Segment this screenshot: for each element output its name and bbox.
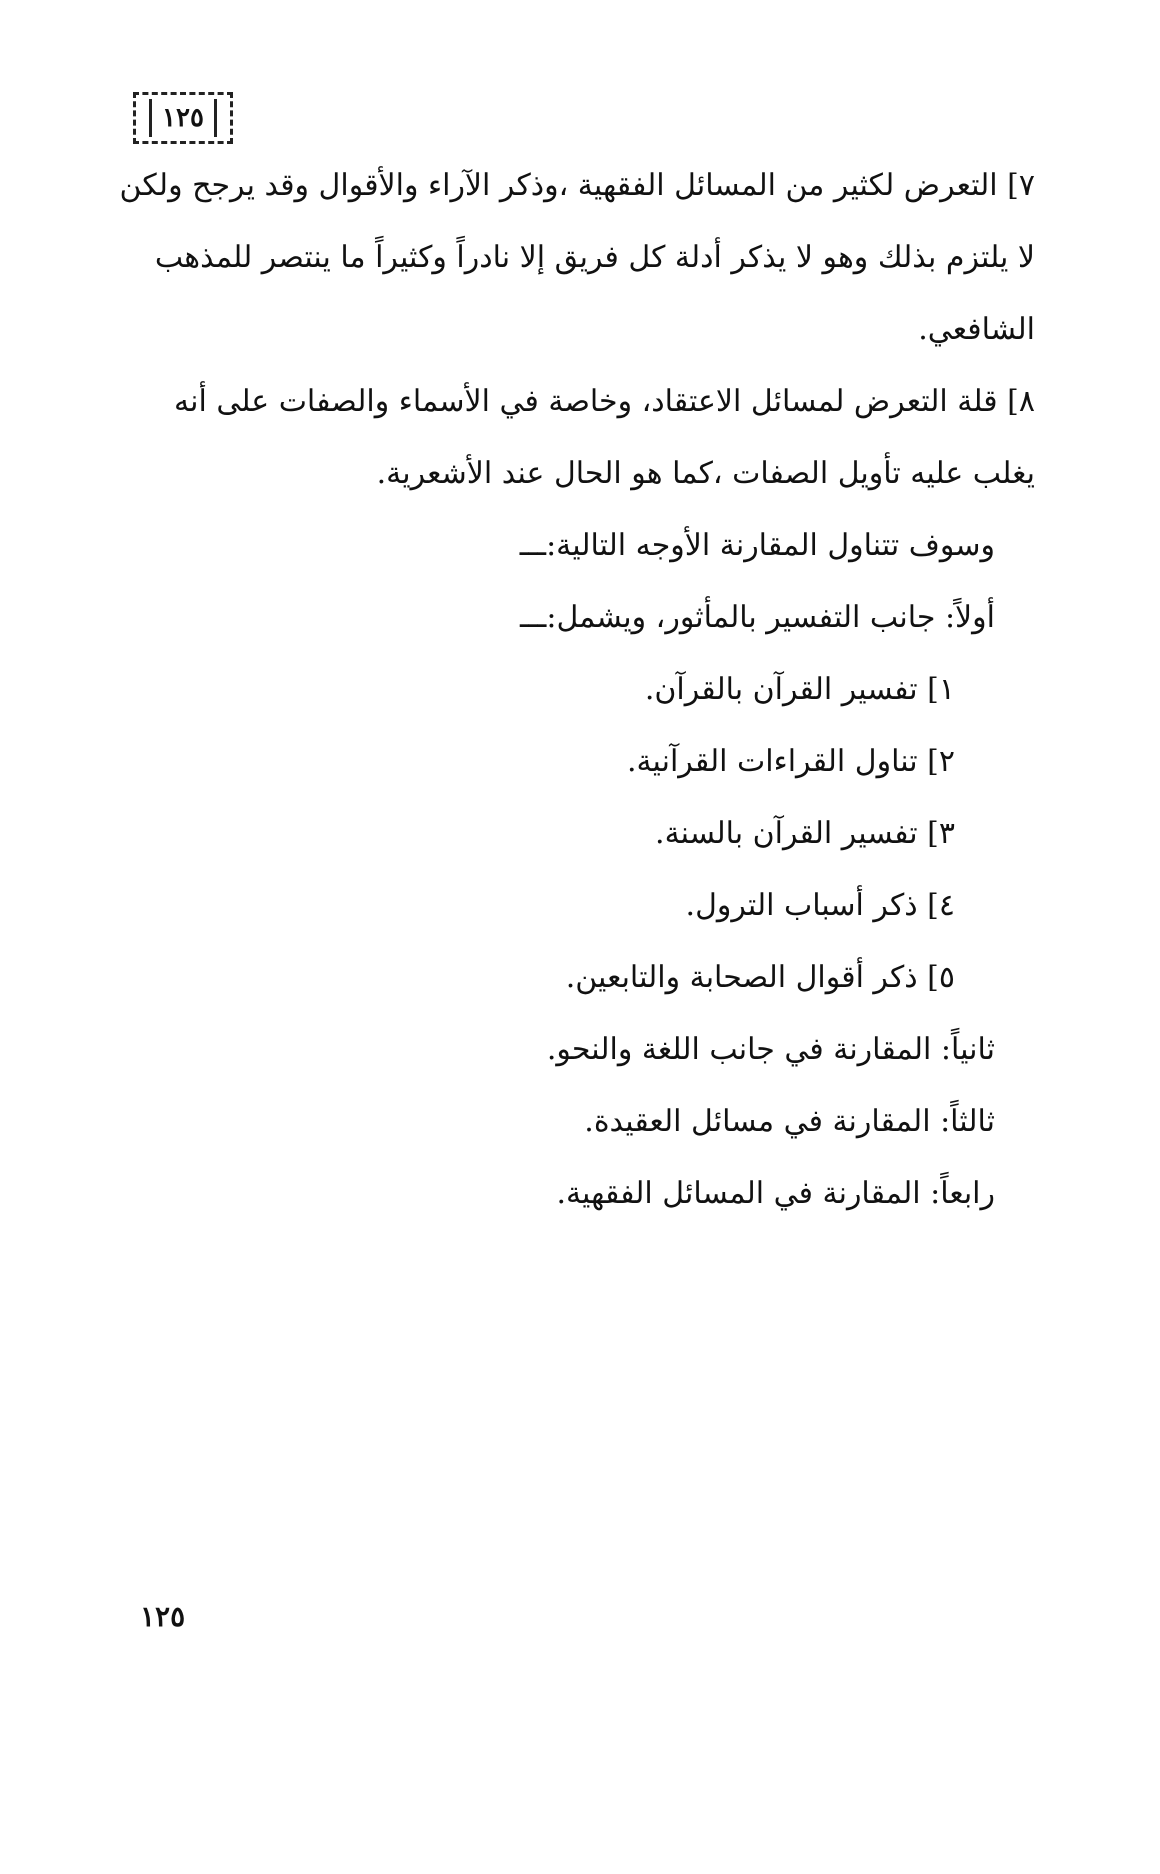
page-number-badge [133,92,233,144]
section-first-heading: أولاً: جانب التفسير بالمأثور، ويشمل:ـــ [519,600,995,635]
paragraph-8: ٨] قلة التعرض لمسائل الاعتقاد، وخاصة في الأسماء والصفات على أنه يغلب عليه تأويل الصفات ،كما هو الحال عند الأشعرية. [174,384,1035,491]
section-second-heading: ثانياً: المقارنة في جانب اللغة والنحو. [546,1032,995,1067]
list-item: ١] تفسير القرآن بالقرآن. [644,672,955,707]
list-item: ٢] تناول القراءات القرآنية. [626,744,955,779]
list-item: ٥] ذكر أقوال الصحابة والتابعين. [565,960,955,995]
page-number-badge-text: ١٢٥ [149,99,217,137]
list-item: ٤] ذكر أسباب الترول. [685,888,955,923]
footer-page-number: ١٢٥ [140,1600,186,1633]
paragraph-7: ٧] التعرض لكثير من المسائل الفقهية ،وذكر الآراء والأقوال وقد يرجح ولكن لا يلتزم بذلك وهو لا يذكر أدلة كل فريق إلا نادراً وكثيراً ما ينتصر للمذهب الشافعي. [119,168,1035,347]
main-text [115,150,1035,1230]
comparison-intro: وسوف تتناول المقارنة الأوجه التالية:ـــ [519,528,995,563]
list-item: ٣] تفسير القرآن بالسنة. [655,816,955,851]
section-fourth-heading: رابعاً: المقارنة في المسائل الفقهية. [556,1176,995,1211]
section-third-heading: ثالثاً: المقارنة في مسائل العقيدة. [584,1104,995,1139]
